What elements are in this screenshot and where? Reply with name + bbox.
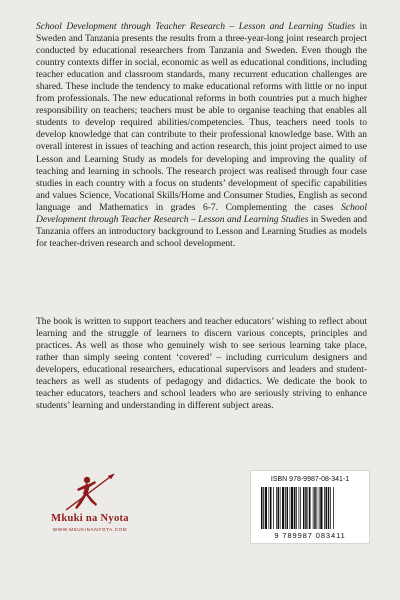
barcode [250, 470, 370, 544]
barcode-bar [280, 487, 281, 529]
barcode-bars [261, 487, 359, 531]
barcode-bar [261, 487, 263, 529]
barcode-bar [326, 487, 328, 529]
publisher-website: WWW.MKUKINANYOTA.COM [52, 527, 128, 532]
barcode-bar [305, 487, 307, 529]
barcode-bar [299, 487, 300, 529]
description-text-a: in Sweden and Tanzania presents the results from a three-year-long joint research project conducted by educational researchers from Tanzania and Sweden. Even though the country contexts differ in social, economic as well as educational conditions, including teacher education and classroom standards, many recurrent education challenges are shared. These include the tendency to make educational reforms with little or no input from professionals. The new educational reforms in both countries put a much higher responsibility on teachers; teachers must be able to organise teaching that enables all students to develop required abilities/competencies. Thus, teachers need tools to develop knowledge that can contribute to their professional knowledge base. With an overall interest in issues of teaching and action research, this joint project aimed to use Lesson and Learning Study as models for developing and improving the quality of teaching and learning in schools. The research project was realised through four case studies in each country with a focus on students’ development of specific capabilities and values Science, Vocational Skills/Home and Consumer Studies, English as second language and Mathematics in grades 6-7. Complementing the cases [36, 21, 367, 213]
barcode-bar [276, 487, 277, 529]
barcode-bar [308, 487, 309, 529]
publisher-logo [34, 470, 146, 542]
description-paragraph-1 [36, 21, 367, 250]
barcode-bar [290, 487, 291, 529]
barcode-bar [300, 487, 301, 529]
book-title-italic-2: School Development through Teacher Research – Lesson and Learning Studies [36, 201, 367, 225]
description-text-b: in Sweden and Tanzania offers an introductory background to Lesson and Learning Studies as models for teacher-driven research and school development. [36, 213, 367, 249]
barcode-bar [296, 487, 297, 529]
barcode-bar [328, 487, 330, 529]
barcode-bar [263, 487, 264, 529]
barcode-bar [285, 487, 286, 529]
barcode-bar [291, 487, 293, 529]
barcode-bar [294, 487, 296, 529]
barcode-bar [313, 487, 314, 529]
barcode-bar [265, 487, 267, 529]
description-paragraph-2: The book is written to support teachers and teacher educators’ wishing to reflect about learning and the struggle of learners to discern various concepts, principles and practices. As well as those who genuinely wish to see serious learning take place, rather than simply seeing content ‘covered’ – including curriculum designers and developers, educational researchers, educational supervisors and leaders and student-teachers as well as students of pedagogy and didactics. We dedicate the book to teacher educators, teachers and school leaders who are seriously striving to enhance students’ learning and understanding in different subject areas. [36, 316, 367, 412]
isbn-label: ISBN 978-9987-08-341-1 [270, 476, 350, 483]
barcode-bar [314, 487, 316, 529]
barcode-bar [287, 487, 289, 529]
spear-thrower-icon [64, 470, 116, 516]
publisher-name: Mkuki na Nyota [51, 513, 129, 524]
barcode-bar [317, 487, 318, 529]
barcode-bar [324, 487, 325, 529]
barcode-bar [333, 487, 334, 529]
barcode-bar [273, 487, 274, 529]
barcode-bar [330, 487, 331, 529]
barcode-bar [320, 487, 322, 529]
barcode-digits: 9 789987 083411 [274, 531, 346, 540]
barcode-bar [303, 487, 305, 529]
barcode-bar [282, 487, 284, 529]
barcode-bar [270, 487, 272, 529]
barcode-bar [269, 487, 270, 529]
barcode-bar [278, 487, 280, 529]
barcode-bar [309, 487, 311, 529]
barcode-bar [319, 487, 320, 529]
book-title-italic: School Development through Teacher Research – Lesson and Learning Studies [36, 21, 356, 32]
